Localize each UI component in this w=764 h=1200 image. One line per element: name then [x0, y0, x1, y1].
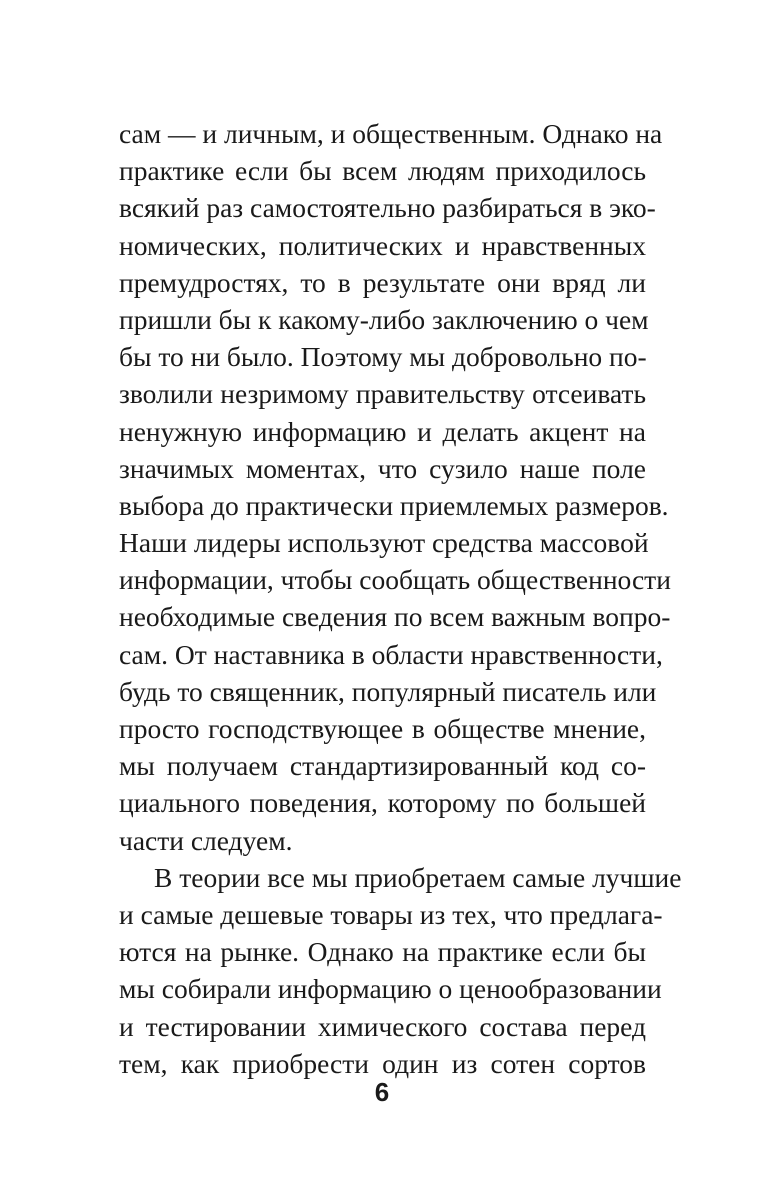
- text-line: сам. От наставника в области нравственности,: [119, 638, 663, 670]
- text-line: Наши лидеры используют средства массовой: [119, 527, 649, 559]
- text-line: мы получаем стандартизированный код со-: [119, 750, 646, 782]
- paragraph-2: [119, 859, 682, 1082]
- text-line: части следуем.: [119, 824, 293, 856]
- text-line: всякий раз самостоятельно разбираться в эко-: [119, 192, 656, 224]
- text-line: практике если бы всем людям приходилось: [119, 155, 646, 187]
- body-text: [119, 115, 682, 1082]
- text-line: В теории все мы приобретаем самые лучшие: [154, 861, 682, 893]
- page-number: 6: [374, 1077, 390, 1107]
- text-line: премудростях, то в результате они вряд ли: [119, 266, 646, 298]
- text-line: и тестировании химического состава перед: [119, 1010, 646, 1042]
- text-line: и самые дешевые товары из тех, что предлага-: [119, 898, 663, 930]
- text-line: информации, чтобы сообщать общественности: [119, 564, 671, 596]
- text-line: будь то священник, популярный писатель или: [119, 675, 657, 707]
- text-line: необходимые сведения по всем важным вопро-: [119, 601, 671, 633]
- text-line: пришли бы к какому-либо заключению о чем: [119, 303, 649, 335]
- text-line: бы то ни было. Поэтому мы добровольно по-: [119, 341, 647, 373]
- paragraph-1: [119, 115, 671, 859]
- text-line: выбора до практически приемлемых размеров.: [119, 489, 669, 521]
- text-line: значимых моментах, что сузило наше поле: [119, 452, 646, 484]
- text-line: зволили незримому правительству отсеивать: [119, 378, 646, 410]
- text-line: номических, политических и нравственных: [119, 229, 646, 261]
- text-line: просто господствующее в обществе мнение,: [119, 713, 646, 744]
- text-line: ненужную информацию и делать акцент на: [119, 415, 646, 447]
- text-line: циального поведения, которому по большей: [119, 787, 646, 819]
- text-line: сам — и личным, и общественным. Однако на: [119, 118, 663, 149]
- text-line: тем, как приобрести один из сотен сортов: [119, 1047, 646, 1079]
- text-line: мы собирали информацию о ценообразовании: [119, 973, 662, 1005]
- text-line: ются на рынке. Однако на практике если бы: [119, 936, 646, 968]
